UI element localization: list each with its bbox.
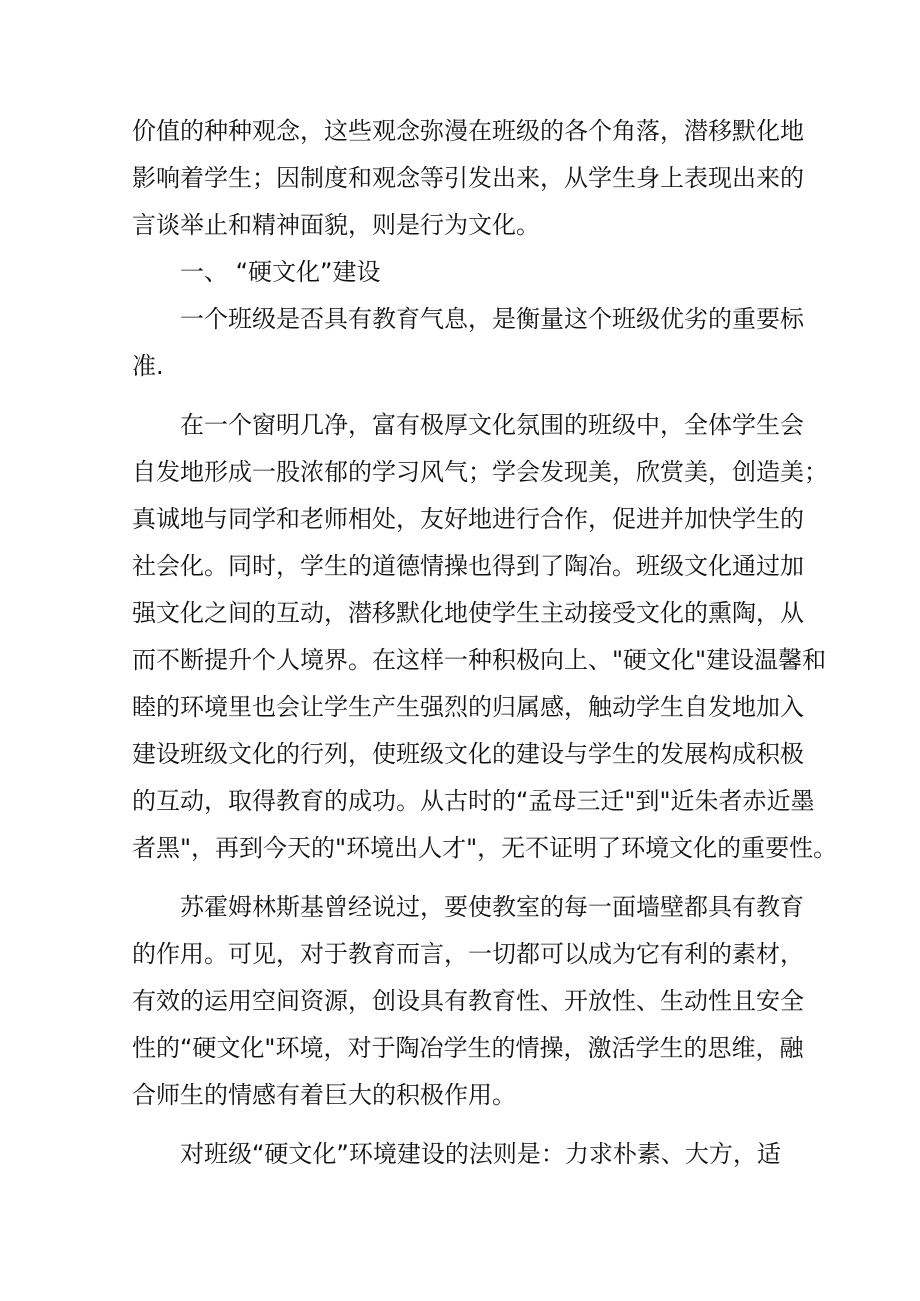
text-line: 建设班级文化的行列，使班级文化的建设与学生的发展构成积极	[132, 740, 804, 768]
text-line: 对班级“硬文化”环境建设的法则是：力求朴素、大方，适	[180, 1140, 781, 1168]
text-line: 影响着学生；因制度和观念等引发出来，从学生身上表现出来的	[132, 164, 804, 192]
document-body	[132, 108, 838, 1178]
paragraph-sukhomlinsky-quote	[132, 884, 804, 1119]
text-line: 在一个窗明几净，富有极厚文化氛围的班级中，全体学生会	[180, 411, 804, 439]
text-line: 自发地形成一股浓郁的学习风气；学会发现美，欣赏美，创造美；	[132, 458, 828, 486]
text-line: 强文化之间的互动，潜移默化地使学生主动接受文化的熏陶，从	[132, 599, 804, 627]
text-line: 真诚地与同学和老师相处，友好地进行合作，促进并加快学生的	[132, 505, 804, 533]
paragraph-education-atmosphere	[132, 296, 804, 390]
text-line: 的作用。可见，对于教育而言，一切都可以成为它有利的素材，	[132, 940, 804, 968]
text-line: 苏霍姆林斯基曾经说过，要使教室的每一面墙壁都具有教育	[180, 893, 804, 921]
section-heading-hard-culture: 一、 “硬文化”建设	[180, 258, 381, 286]
text-line: 有效的运用空间资源，创设具有教育性、开放性、生动性且安全	[132, 987, 804, 1015]
text-line: 一个班级是否具有教育气息，是衡量这个班级优劣的重要标	[180, 305, 804, 333]
text-line: 准.	[132, 352, 164, 380]
text-line: 价值的种种观念，这些观念弥漫在班级的各个角落，潜移默化地	[132, 117, 804, 145]
text-line: 者黑"，再到今天的"环境出人才"，无不证明了环境文化的重要性。	[132, 834, 838, 862]
paragraph-values-culture	[132, 108, 804, 249]
paragraph-classroom-environment	[132, 402, 838, 872]
text-line: 性的“硬文化"环境，对于陶冶学生的情操，激活学生的思维，融	[132, 1034, 804, 1062]
text-line: 的互动，取得教育的成功。从古时的“孟母三迁"到"近朱者赤近墨	[132, 787, 815, 815]
text-line: 睦的环境里也会让学生产生强烈的归属感，触动学生自发地加入	[132, 693, 804, 721]
text-line: 言谈举止和精神面貌，则是行为文化。	[132, 211, 540, 239]
text-line: 而不断提升个人境界。在这样一种积极向上、"硬文化"建设温馨和	[132, 646, 827, 674]
text-line: 合师生的情感有着巨大的积极作用。	[132, 1081, 516, 1109]
paragraph-construction-principles	[132, 1131, 792, 1178]
text-line: 社会化。同时，学生的道德情操也得到了陶冶。班级文化通过加	[132, 552, 804, 580]
